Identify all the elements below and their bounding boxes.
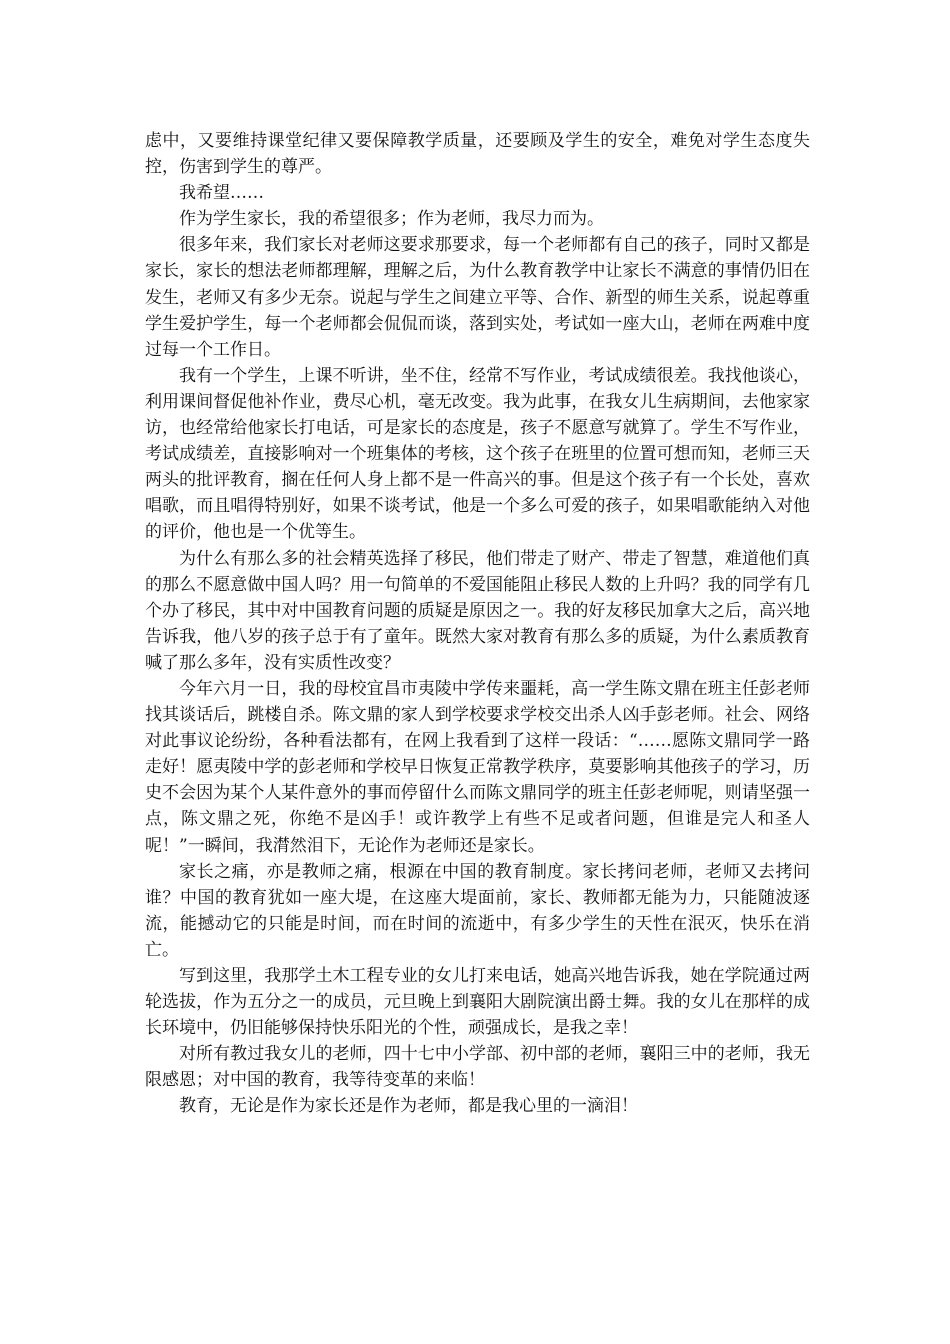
paragraph: 很多年来，我们家长对老师这要求那要求，每一个老师都有自己的孩子，同时又都是家长，家长的想法老师都理解，理解之后，为什么教育教学中让家长不满意的事情仍旧在发生，老师又有多少无奈。说起与学生之间建立平等、合作、新型的师生关系，说起尊重学生爱护学生，每一个老师都会侃侃而谈，落到实处，考试如一座大山，老师在两难中度过每一个工作日。 [145,235,810,360]
paragraph: 教育，无论是作为家长还是作为老师，都是我心里的一滴泪！ [179,1096,638,1117]
paragraph: 家长之痛，亦是教师之痛，根源在中国的教育制度。家长拷问老师，老师又去拷问谁？中国的教育犹如一座大堤，在这座大堤面前，家长、教师都无能为力，只能随波逐流，能撼动它的只能是时间，而在时间的流逝中，有多少学生的天性在泯灭，快乐在消亡。 [145,861,810,960]
paragraph: 对所有教过我女儿的老师，四十七中小学部、初中部的老师，襄阳三中的老师，我无限感恩；对中国的教育，我等待变革的来临！ [145,1044,810,1091]
paragraph: 写到这里，我那学土木工程专业的女儿打来电话，她高兴地告诉我，她在学院通过两轮选拔，作为五分之一的成员，元旦晚上到襄阳大剧院演出爵士舞。我的女儿在那样的成长环境中，仍旧能够保持快乐阳光的个性，顽强成长，是我之幸！ [145,966,810,1039]
paragraph-continued: 虑中，又要维持课堂纪律又要保障教学质量，还要顾及学生的安全，难免对学生态度失控，伤害到学生的尊严。 [145,131,810,178]
paragraph: 作为学生家长，我的希望很多；作为老师，我尽力而为。 [179,209,604,230]
paragraph: 今年六月一日，我的母校宜昌市夷陵中学传来噩耗，高一学生陈文鼎在班主任彭老师找其谈话后，跳楼自杀。陈文鼎的家人到学校要求学校交出杀人凶手彭老师。社会、网络对此事议论纷纷，各种看法都有，在网上我看到了这样一段话：“……愿陈文鼎同学一路走好！愿夷陵中学的彭老师和学校早日恢复正常教学秩序，莫要影响其他孩子的学习，历史不会因为某个人某件意外的事而停留什么而陈文鼎同学的班主任彭老师呢，则请坚强一点，陈文鼎之死，你绝不是凶手！或许教学上有些不足或者问题，但谁是完人和圣人呢！”一瞬间，我潸然泪下，无论作为老师还是家长。 [145,678,810,856]
paragraph: 我希望…… [179,183,264,204]
paragraph: 为什么有那么多的社会精英选择了移民，他们带走了财产、带走了智慧，难道他们真的那么不愿意做中国人吗？用一句简单的不爱国能阻止移民人数的上升吗？我的同学有几个办了移民，其中对中国教育问题的质疑是原因之一。我的好友移民加拿大之后，高兴地告诉我，他八岁的孩子总于有了童年。既然大家对教育有那么多的质疑，为什么素质教育喊了那么多年，没有实质性改变？ [145,548,810,673]
document-body [145,128,810,1120]
paragraph: 我有一个学生，上课不听讲，坐不住，经常不写作业，考试成绩很差。我找他谈心，利用课间督促他补作业，费尽心机，毫无改变。我为此事，在我女儿生病期间，去他家家访，也经常给他家长打电话，可是家长的态度是，孩子不愿意写就算了。学生不写作业，考试成绩差，直接影响对一个班集体的考核，这个孩子在班里的位置可想而知，老师三天两头的批评教育，搁在任何人身上都不是一件高兴的事。但是这个孩子有一个长处，喜欢唱歌，而且唱得特别好，如果不谈考试，他是一个多么可爱的孩子，如果唱歌能纳入对他的评价，他也是一个优等生。 [145,365,810,543]
